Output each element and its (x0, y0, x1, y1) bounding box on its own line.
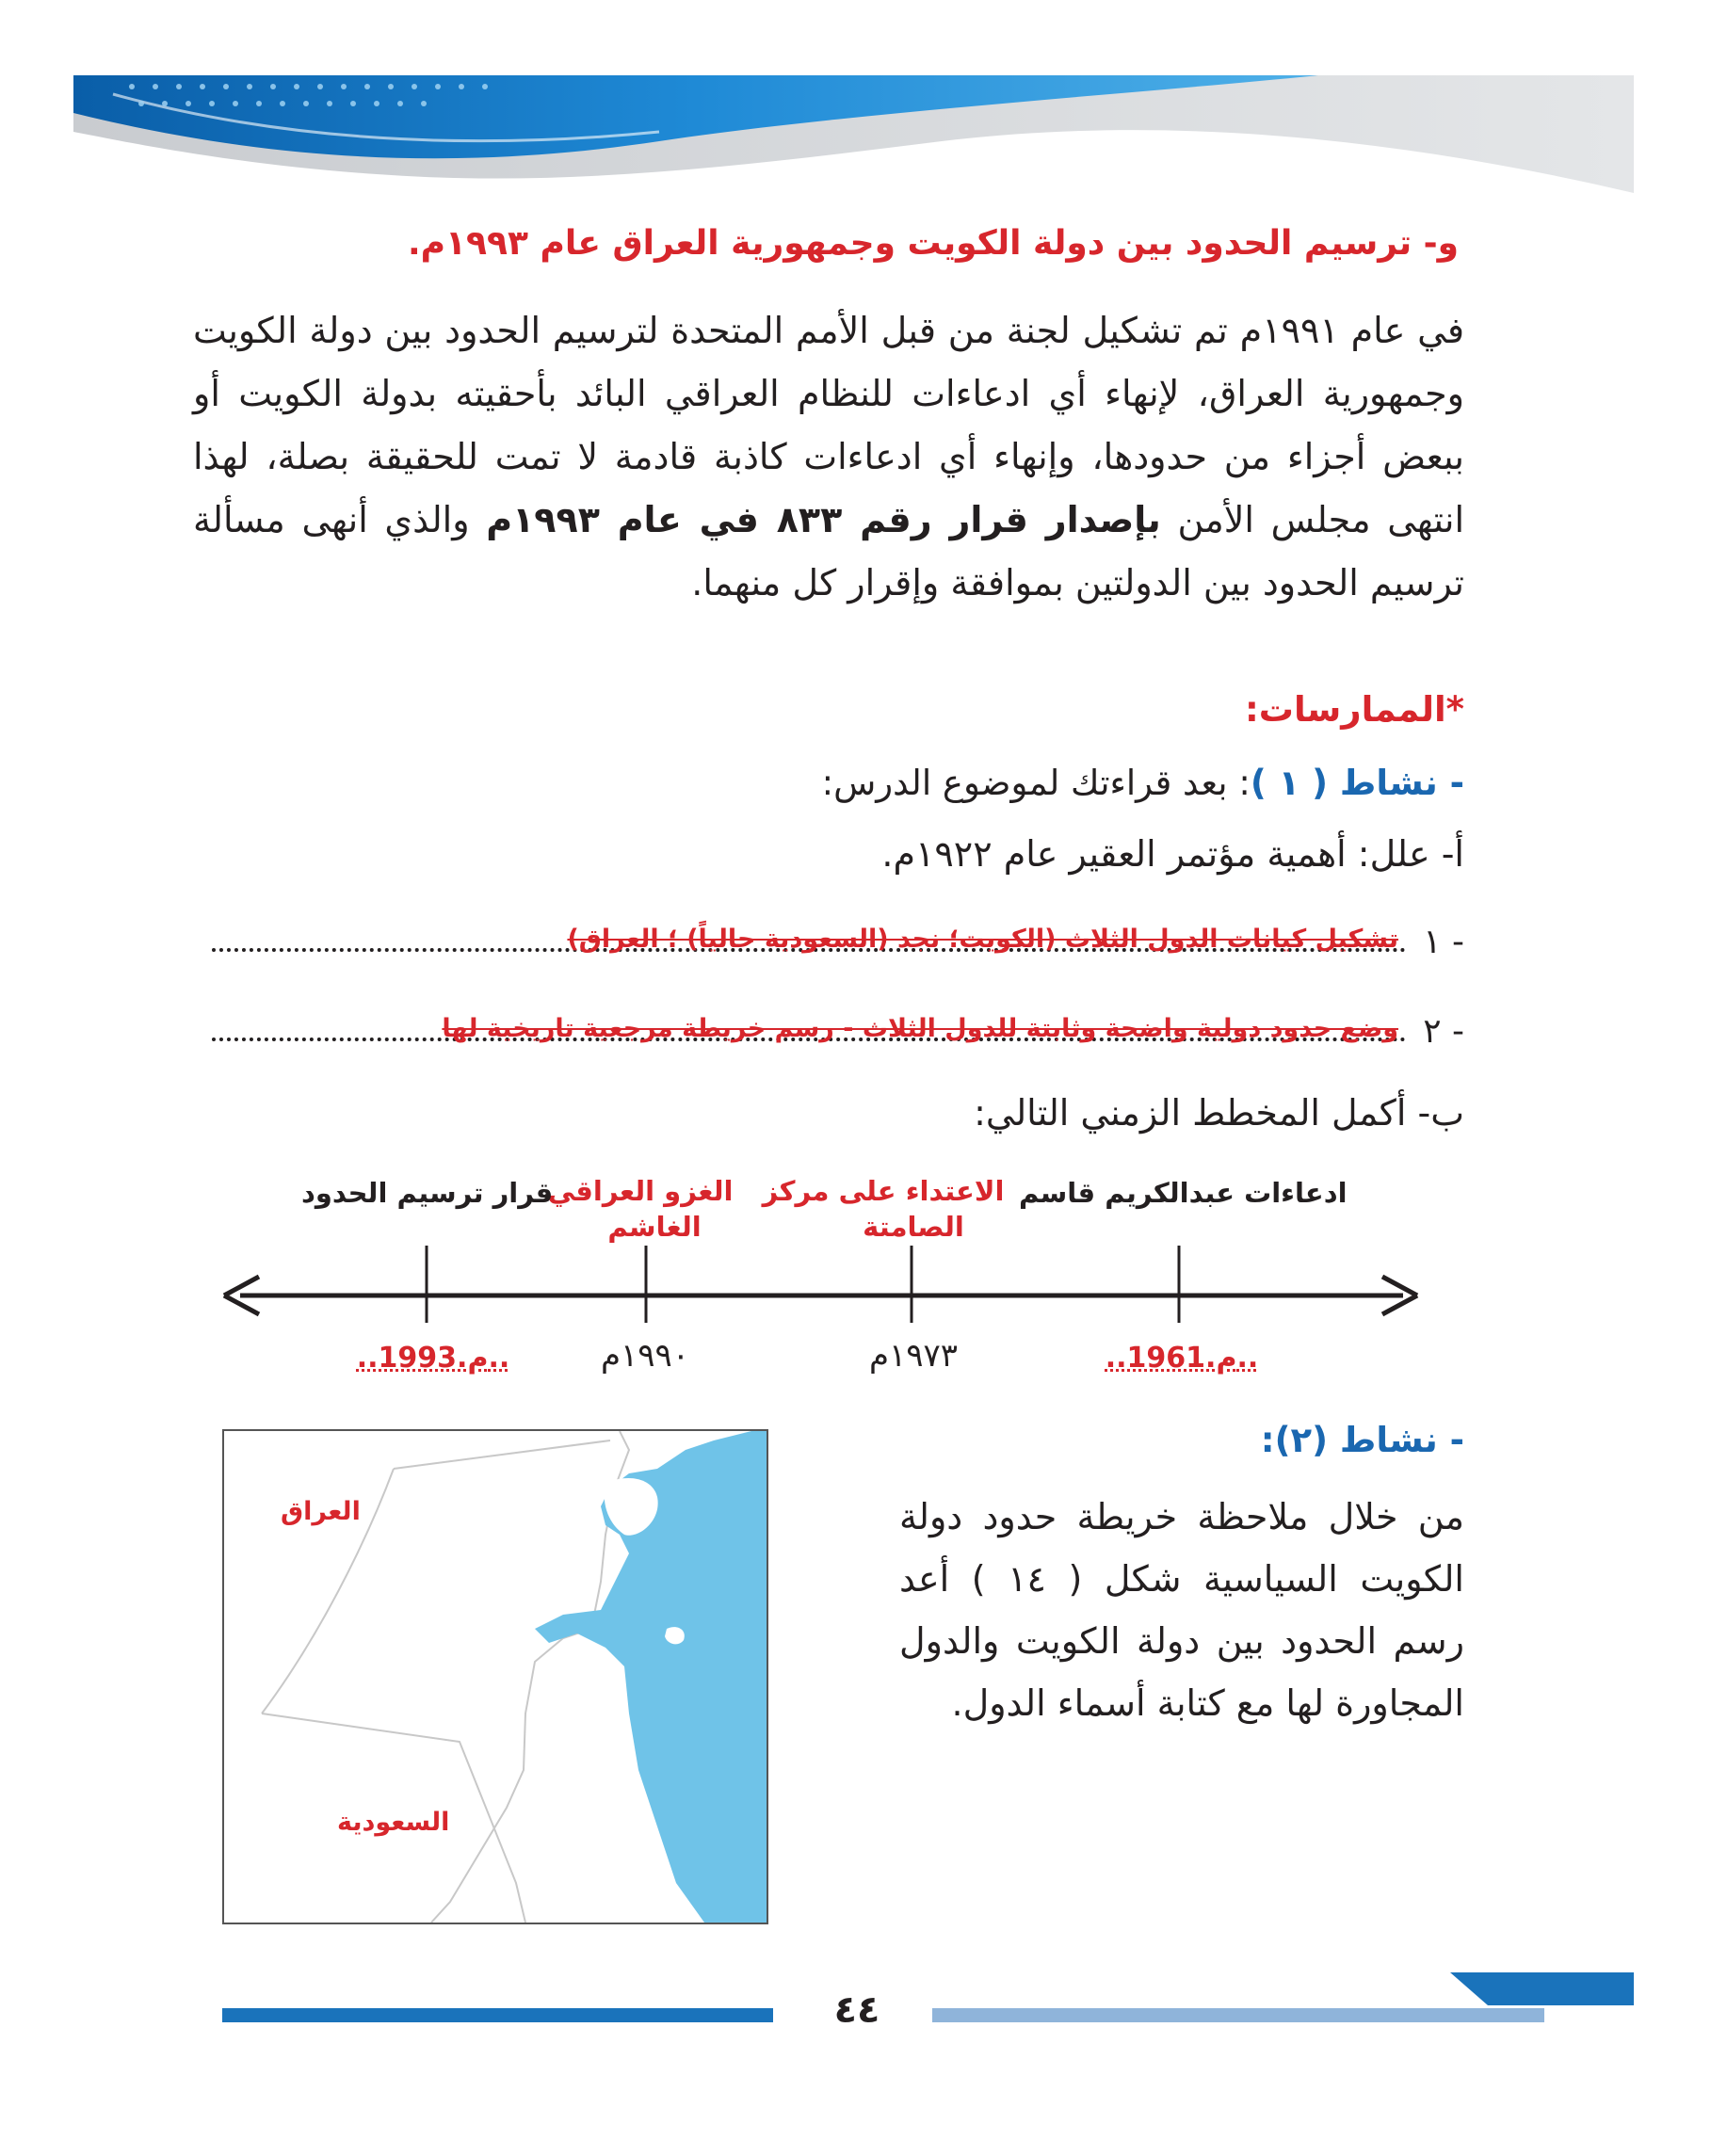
paragraph-text-2: والذي أنهى مسألة ترسيم الحدود بين الدولتين بموافقة وإقرار كل منهما. (193, 499, 1464, 603)
answer-text: تشكيل كيانات الدول الثلاث (الكويت؛ نجد (السعودية حالياً) ؛ العراق) (567, 925, 1398, 954)
kuwait-map (222, 1429, 768, 1924)
footer-bar-right (932, 2008, 1544, 2022)
timeline-event-label: قرار ترسيم الحدود (301, 1177, 554, 1209)
practices-heading: *الممارسات: (1245, 689, 1464, 730)
timeline-event-label: الاعتداء على مركز (762, 1175, 1005, 1207)
timeline-event-label-line2: الصامتة (863, 1211, 964, 1243)
activity-2-text: من خلال ملاحظة خريطة حدود دولة الكويت السياسية شكل ( ١٤ ) أعد رسم الحدود بين دولة الكويت والدول المجاورة لها مع كتابة أسماء الدول. (899, 1496, 1464, 1724)
map-label-iraq: العراق (281, 1497, 361, 1526)
map-label-saudi: السعودية (337, 1808, 450, 1837)
border-line (431, 1431, 629, 1923)
timeline-year: ١٩٧٣م (868, 1337, 959, 1375)
answer-number: ١ - (1423, 923, 1464, 961)
paragraph-bold-text: بإصدار قرار رقم ٨٣٣ في عام ١٩٩٣م (486, 499, 1161, 540)
answer-number: ٢ - (1423, 1012, 1464, 1051)
timeline-event-label: ادعاءات عبدالكريم قاسم (1019, 1177, 1348, 1209)
question-b: ب- أكمل المخطط الزمني التالي: (974, 1092, 1464, 1134)
page-number: ٤٤ (833, 1988, 880, 2032)
activity-2-label: - نشاط (٢): (1260, 1420, 1464, 1460)
timeline-year: ..1961.م.. (1105, 1342, 1259, 1375)
footer-accent (1450, 1972, 1634, 2010)
paragraph-text-1: في عام ١٩٩١م تم تشكيل لجنة من قبل الأمم المتحدة لترسيم الحدود بين دولة الكويت وجمهورية العراق، لإنهاء أي ادعاءات للنظام العراقي البائد بأحقيته بدولة الكويت أو ببعض أجزاء من حدودها، وإنهاء أي ادعاءات كاذبة قادمة لا تمت للحقيقة بصلة، لهذا انتهى مجلس الأمن (193, 310, 1465, 540)
timeline-year: ..1993.م.. (356, 1342, 510, 1375)
timeline-year: ١٩٩٠م (600, 1337, 690, 1375)
section-title: و- ترسيم الحدود بين دولة الكويت وجمهورية العراق عام ١٩٩٣م. (407, 224, 1459, 263)
timeline-event-label: الغزو العراقي (547, 1175, 734, 1207)
border-line (394, 1440, 610, 1469)
footer-bar-left (222, 2008, 773, 2022)
answer-text: وضع حدود دولية واضحة وثابتة للدول الثلاث - رسم خريطة مرجعية تاريخية لها (442, 1014, 1398, 1043)
question-a: أ- علل: أهمية مؤتمر العقير عام ١٩٢٢م. (881, 833, 1464, 875)
activity-1-instruction: : بعد قراءتك لموضوع الدرس: (821, 763, 1251, 803)
timeline-event-label-line2: الغاشم (607, 1211, 702, 1243)
activity-1-label: - نشاط ( ١ ) (1250, 763, 1464, 803)
